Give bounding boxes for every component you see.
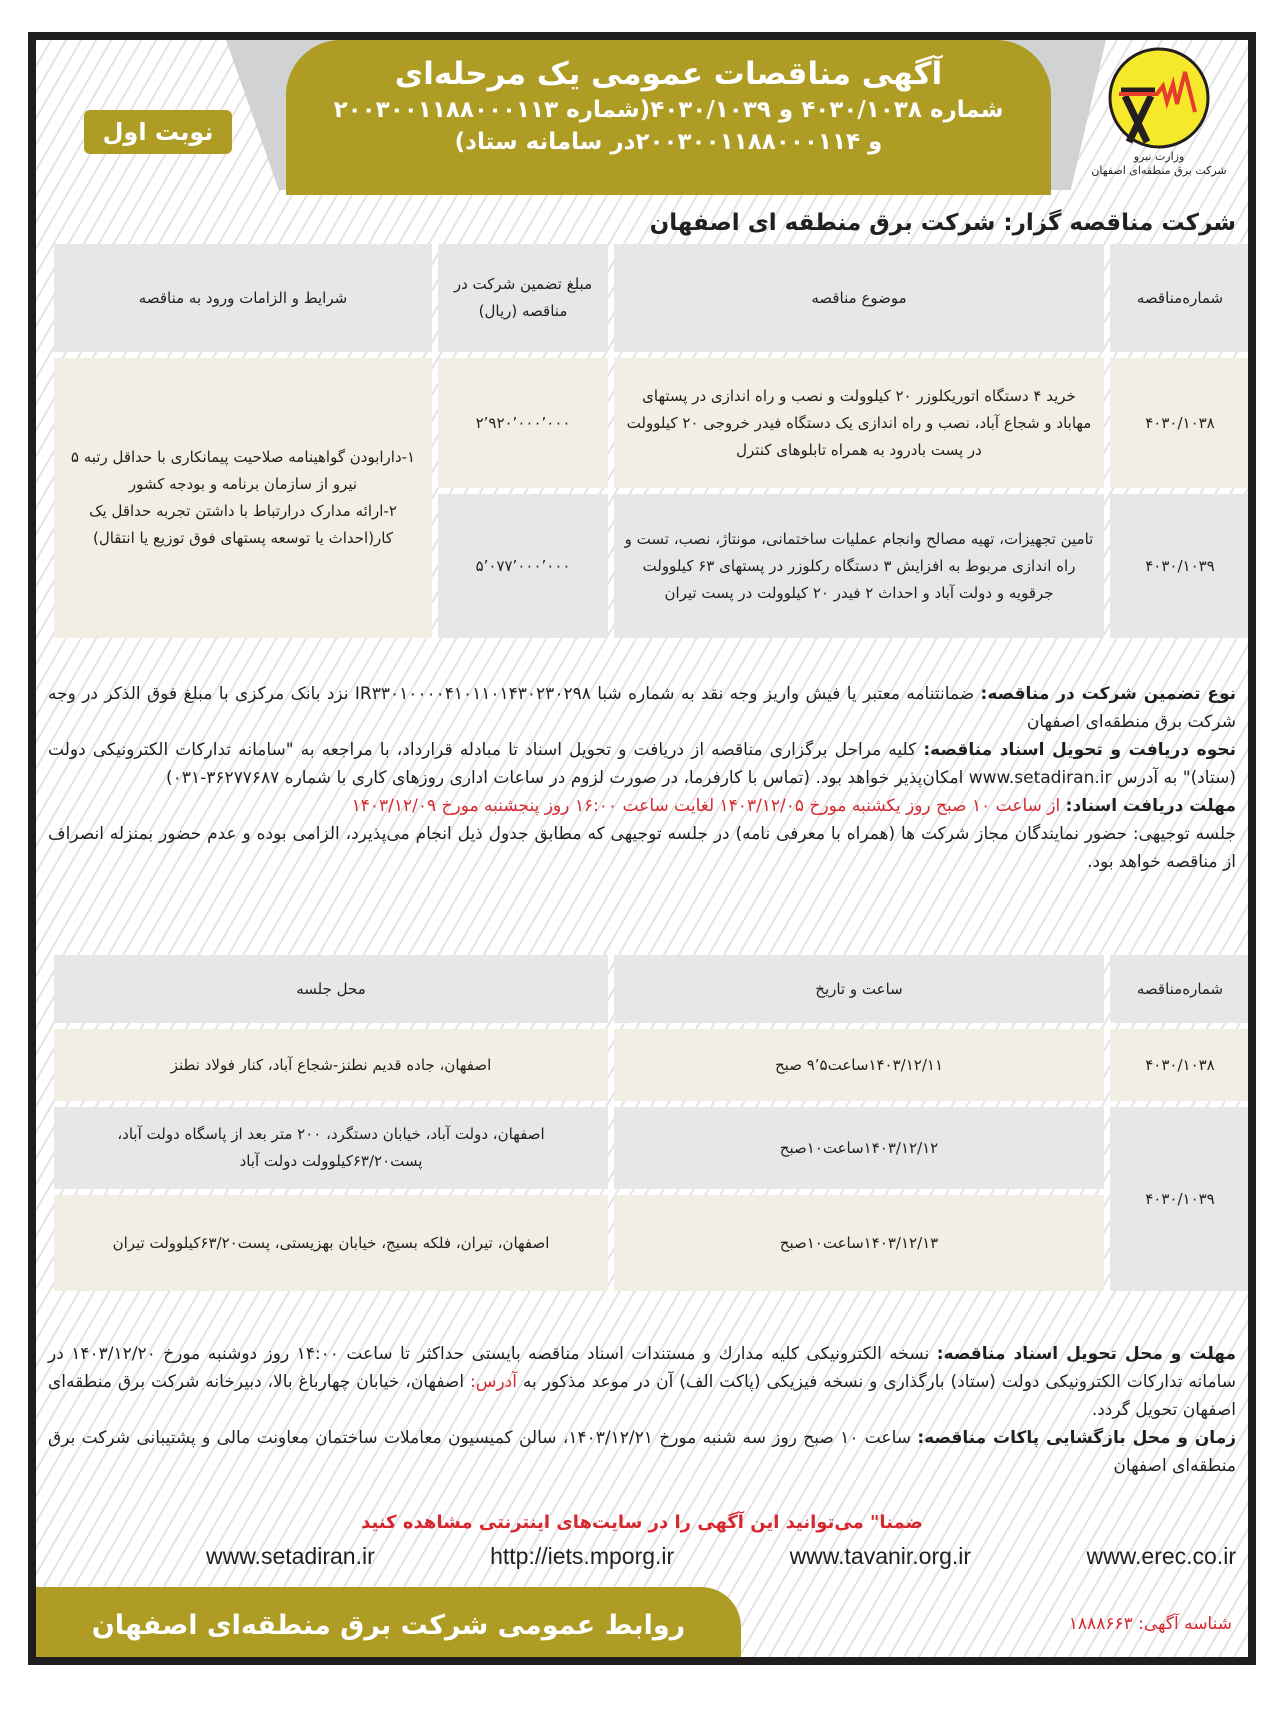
guarantee-type-text: ضمانتنامه معتبر یا فیش واریز وجه نقد به شماره شبا IR۳۳۰۱۰۰۰۰۴۱۰۱۱۰۱۴۳۰۲۳۰۲۹۸ نزد بانک مرکزی با مبلغ فوق الذکر در وجه شرکت برق منطقه‌ای اصفهان xyxy=(48,684,1236,732)
power-logo-icon xyxy=(1107,46,1211,150)
deadline-receive-text: از ساعت ۱۰ صبح روز یکشنبه مورخ ۱۴۰۳/۱۲/۰۵ لغایت ساعت ۱۶:۰۰ روز پنجشنبه مورخ ۱۴۰۳/۱۲/۰۹ xyxy=(351,796,1061,816)
tenders-table xyxy=(48,238,1256,644)
opening xyxy=(48,1424,1236,1480)
website-links xyxy=(206,1543,1236,1570)
col-header-datetime: ساعت و تاریخ xyxy=(614,955,1104,1023)
receive-docs-text: کلیه مراحل برگزاری مناقصه از دریافت و تحویل اسناد تا مبادله قرارداد، با مراجعه به "سامانه تدارکات الکترونیکی دولت (ستاد)" به آدرس www.setadiran.ir امکان‌پذیر خواهد بود. (تماس با کارفرما، در صورت لزوم در ساعات اداری روزهای کاری با شماره ۳۶۲۷۷۶۸۷-۰۳۱) xyxy=(48,740,1236,788)
opening-label: زمان و محل بازگشایی پاکات مناقصه: xyxy=(917,1428,1237,1448)
tender-company: شرکت مناقصه گزار: شرکت برق منطقه ای اصفهان xyxy=(649,210,1236,236)
deadline-receive-label: مهلت دریافت اسناد: xyxy=(1065,796,1236,816)
sessions-table xyxy=(48,949,1256,1297)
session-place: اصفهان، تیران، فلکه بسیج، خیابان بهزیستی، پست۶۳/۲۰کیلوولت تیران xyxy=(54,1195,608,1291)
address-label: آدرس: xyxy=(469,1372,517,1392)
session-datetime: ۱۴۰۳/۱۲/۱۱ساعت۹٬۵ صبح xyxy=(614,1029,1104,1101)
submit-docs-label: مهلت و محل تحویل اسناد مناقصه: xyxy=(936,1344,1237,1364)
tender-subject: خرید ۴ دستگاه اتوریکلوزر ۲۰ کیلوولت و نصب و راه اندازی در پستهای مهاباد و شجاع آباد، نصب و راه اندازی یک دستگاه فیدر خروجی ۲۰ کیلوولت در پست بادرود به همراه تابلوهای کنترل xyxy=(614,358,1104,488)
table-row xyxy=(54,1107,1250,1189)
table-row xyxy=(54,1029,1250,1101)
submit-docs xyxy=(48,1340,1236,1424)
condition-1: ۱-دارابودن گواهینامه صلاحیت پیمانکاری با حداقل رتبه ۵ نیرو از سازمان برنامه و بودجه کشور xyxy=(70,448,416,493)
company-logo xyxy=(1084,46,1234,178)
guarantee-type xyxy=(48,680,1236,736)
details-section-1 xyxy=(48,680,1236,876)
col-header-guarantee: مبلغ تضمین شرکت در مناقصه (ریال) xyxy=(438,244,608,352)
col-header-subject: موضوع مناقصه xyxy=(614,244,1104,352)
receive-docs-label: نحوه دریافت و تحویل اسناد مناقصه: xyxy=(923,740,1237,760)
condition-2: ۲-ارائه مدارک درارتباط با داشتن تجربه حداقل یک کار(احداث یا توسعه پستهای فوق توزیع یا انتقال) xyxy=(89,502,397,547)
session-place: اصفهان، دولت آباد، خیابان دستگرد، ۲۰۰ متر بعد از پاسگاه دولت آباد، پست۶۳/۲۰کیلوولت دولت آباد xyxy=(54,1107,608,1189)
details-section-2 xyxy=(48,1340,1236,1480)
link-iets[interactable]: http://iets.mporg.ir xyxy=(490,1543,675,1569)
session-number: ۴۰۳۰/۱۰۳۹ xyxy=(1110,1107,1250,1291)
ad-id: شناسه آگهی: ۱۸۸۸۶۶۳ xyxy=(1068,1614,1232,1634)
round-badge: نوبت اول xyxy=(84,110,232,154)
websites-note: ضمنا" می‌توانید این آگهی را در سایت‌های اینترنتی مشاهده کنید xyxy=(361,1512,923,1533)
tender-subject: تامین تجهیزات، تهیه مصالح وانجام عملیات ساختمانی، مونتاژ، نصب، تست و راه اندازی مربوط به افزایش ۳ دستگاه رکلوزر در پستهای ۶۳ کیلوولت جرقویه و دولت آباد و احداث ۲ فیدر ۲۰ کیلوولت در پست تیران xyxy=(614,494,1104,638)
receive-docs xyxy=(48,736,1236,792)
title-banner xyxy=(286,40,1051,195)
tender-number: ۴۰۳۰/۱۰۳۸ xyxy=(1110,358,1250,488)
logo-company: شرکت برق منطقه‌ای اصفهان xyxy=(1091,164,1227,177)
logo-ministry: وزارت نیرو xyxy=(1133,150,1185,163)
submit-docs-text-a: نسخه الکترونیکی کلیه مدارك و مستندات اسناد مناقصه بایستی حداکثر تا ساعت ۱۴:۰۰ روز دوشنبه مورخ ۱۴۰۳/۱۲/۲۰ در سامانه تدارکات الکترونیکی دولت (ستاد) بارگذاری و نسخه فیزیکی (پاکت الف) آن در موعد مذکور به xyxy=(48,1344,1237,1392)
tender-guarantee: ۵٬۰۷۷٬۰۰۰٬۰۰۰ xyxy=(438,494,608,638)
col-header-number: شماره‌مناقصه xyxy=(1110,955,1250,1023)
session-number: ۴۰۳۰/۱۰۳۸ xyxy=(1110,1029,1250,1101)
link-setadiran[interactable]: www.setadiran.ir xyxy=(206,1543,375,1569)
table-row xyxy=(54,1195,1250,1291)
col-header-conditions: شرایط و الزامات ورود به مناقصه xyxy=(54,244,432,352)
session-datetime: ۱۴۰۳/۱۲/۱۲ساعت۱۰صبح xyxy=(614,1107,1104,1189)
col-header-number: شماره‌مناقصه xyxy=(1110,244,1250,352)
tender-guarantee: ۲٬۹۲۰٬۰۰۰٬۰۰۰ xyxy=(438,358,608,488)
session-datetime: ۱۴۰۳/۱۲/۱۳ساعت۱۰صبح xyxy=(614,1195,1104,1291)
col-header-place: محل جلسه xyxy=(54,955,608,1023)
link-erec[interactable]: www.erec.co.ir xyxy=(1086,1543,1236,1569)
tender-conditions xyxy=(54,358,432,638)
briefing-text: جلسه توجیهی: حضور نمایندگان مجاز شرکت ها (همراه با معرفی نامه) در جلسه توجیهی که مطابق جدول ذیل انجام می‌پذیرد، الزامی بوده و عدم حضور بمنزله انصراف از مناقصه خواهد بود. xyxy=(48,824,1236,872)
tender-numbers-line1: شماره ۴۰۳۰/۱۰۳۸ و ۴۰۳۰/۱۰۳۹(شماره ۲۰۰۳۰۰۱۱۸۸۰۰۰۱۱۳ xyxy=(333,97,1004,123)
opening-text: ساعت ۱۰ صبح روز سه شنبه مورخ ۱۴۰۳/۱۲/۲۱، سالن کمیسیون معاملات ساختمان معاونت مالی و پشتیبانی شرکت برق منطقه‌ای اصفهان xyxy=(48,1428,1236,1476)
table-row xyxy=(54,358,1250,488)
tender-number: ۴۰۳۰/۱۰۳۹ xyxy=(1110,494,1250,638)
deadline-receive xyxy=(48,792,1236,820)
guarantee-type-label: نوع تضمین شرکت در مناقصه: xyxy=(980,684,1236,704)
session-place: اصفهان، جاده قدیم نطنز-شجاع آباد، کنار فولاد نطنز xyxy=(54,1029,608,1101)
submit-docs-text-b: اصفهان، خیابان چهارباغ بالا، دبیرخانه شرکت برق منطقه‌ای اصفهان تحویل گردد. xyxy=(48,1372,1236,1420)
link-tavanir[interactable]: www.tavanir.org.ir xyxy=(789,1543,972,1569)
page-title: آگهی مناقصات عمومی یک مرحله‌ای xyxy=(394,56,943,92)
tender-numbers-line2: و ۲۰۰۳۰۰۱۱۸۸۰۰۰۱۱۴در سامانه ستاد) xyxy=(454,129,883,155)
footer-banner: روابط عمومی شرکت برق منطقه‌ای اصفهان xyxy=(36,1587,741,1665)
advertisement-frame xyxy=(28,32,1256,1665)
